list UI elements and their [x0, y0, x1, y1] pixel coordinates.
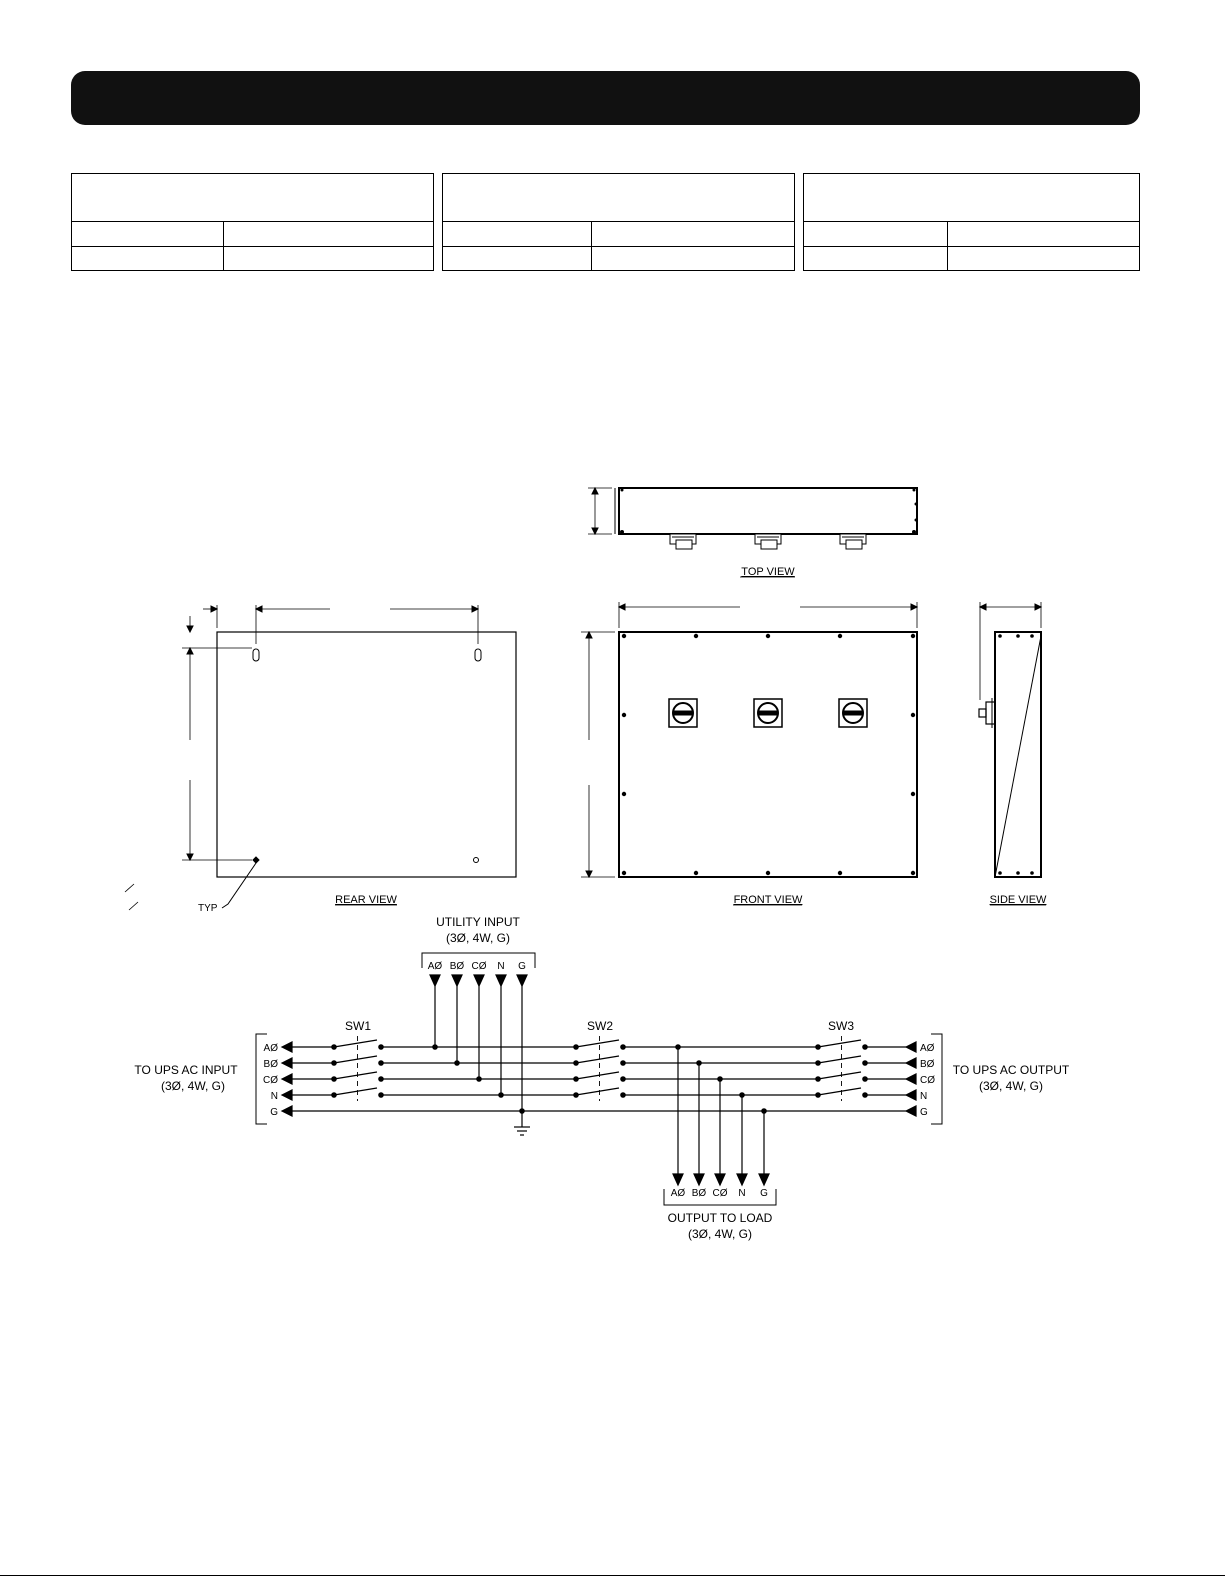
load-terminal-a: AØ [670, 1188, 686, 1199]
utility-terminal-c: CØ [471, 961, 487, 972]
utility-input-title: UTILITY INPUT [436, 915, 520, 929]
front-view-label: FRONT VIEW [733, 894, 803, 906]
top-view-label: TOP VIEW [741, 566, 795, 578]
switch-blade [818, 1056, 861, 1063]
utility-input-spec: (3Ø, 4W, G) [445, 931, 511, 945]
switch-blade [334, 1040, 377, 1047]
front-switch-knob-3 [839, 699, 867, 727]
bus-arrow-left [282, 1058, 292, 1068]
in-terminal-c: CØ [263, 1075, 278, 1086]
output-load-title: OUTPUT TO LOAD [667, 1211, 773, 1225]
load-terminal-g: G [760, 1188, 768, 1199]
sw1-label: SW1 [344, 1019, 372, 1033]
sw2-label: SW2 [586, 1019, 614, 1033]
front-switch-knob-2 [754, 699, 782, 727]
switch-blade [818, 1088, 861, 1095]
load-terminal-b: BØ [691, 1188, 707, 1199]
top-view-knob-2 [755, 534, 781, 549]
switch-blade [818, 1040, 861, 1047]
bus-arrow-left [282, 1074, 292, 1084]
utility-terminal-g: G [518, 961, 526, 972]
switch-blade [334, 1056, 377, 1063]
top-view-drawing [588, 488, 918, 549]
switch-blade [576, 1056, 619, 1063]
bus-arrow-left [282, 1090, 292, 1100]
top-view-knob-3 [840, 534, 866, 549]
top-view-knob-1 [670, 534, 696, 549]
in-terminal-b: BØ [263, 1059, 278, 1070]
footer-rule [0, 1575, 1225, 1576]
bus-arrow-right [906, 1106, 916, 1116]
bus-lines [282, 1036, 916, 1116]
bus-arrow-right [906, 1074, 916, 1084]
sw3-label: SW3 [827, 1019, 855, 1033]
bus-arrow-right [906, 1042, 916, 1052]
out-terminal-n: N [920, 1091, 928, 1102]
utility-input-wires [430, 975, 527, 1127]
switch-blade [334, 1072, 377, 1079]
front-switch-knob-1 [669, 699, 697, 727]
rear-view-label: REAR VIEW [335, 894, 397, 906]
utility-input-terminals [428, 961, 526, 972]
output-load-terminals [671, 1188, 768, 1199]
ups-ac-input-spec: (3Ø, 4W, G) [160, 1079, 226, 1093]
out-terminal-a: AØ [920, 1043, 935, 1054]
in-terminal-a: AØ [263, 1043, 278, 1054]
load-terminal-c: CØ [712, 1188, 728, 1199]
ups-ac-input-terminals [263, 1043, 278, 1118]
bus-arrow-left [282, 1042, 292, 1052]
typ-label: TYP [198, 903, 218, 914]
front-view-drawing [581, 602, 917, 877]
switch-blade [334, 1088, 377, 1095]
output-load-spec: (3Ø, 4W, G) [687, 1227, 753, 1241]
ground-symbol [514, 1127, 530, 1135]
ups-ac-input-title: TO UPS AC INPUT [134, 1063, 238, 1077]
utility-terminal-a: AØ [427, 961, 443, 972]
ups-ac-output-spec: (3Ø, 4W, G) [978, 1079, 1044, 1093]
bus-arrow-left [282, 1106, 292, 1116]
switch-blade [576, 1088, 619, 1095]
bus-arrow-right [906, 1090, 916, 1100]
utility-terminal-b: BØ [449, 961, 465, 972]
utility-terminal-n: N [497, 961, 505, 972]
in-terminal-g: G [270, 1107, 278, 1118]
switch-blade [818, 1072, 861, 1079]
out-terminal-b: BØ [920, 1059, 935, 1070]
side-view-drawing [979, 602, 1041, 877]
ups-ac-output-title: TO UPS AC OUTPUT [952, 1063, 1070, 1077]
side-view-label: SIDE VIEW [989, 894, 1047, 906]
out-terminal-c: CØ [920, 1075, 935, 1086]
ups-ac-output-terminals [920, 1043, 935, 1118]
switch-blade [576, 1040, 619, 1047]
switch-blade [576, 1072, 619, 1079]
in-terminal-n: N [270, 1091, 278, 1102]
output-load-wires [673, 1045, 769, 1185]
rear-view-drawing [125, 605, 516, 910]
bus-arrow-right [906, 1058, 916, 1068]
out-terminal-g: G [920, 1107, 928, 1118]
load-terminal-n: N [738, 1188, 746, 1199]
